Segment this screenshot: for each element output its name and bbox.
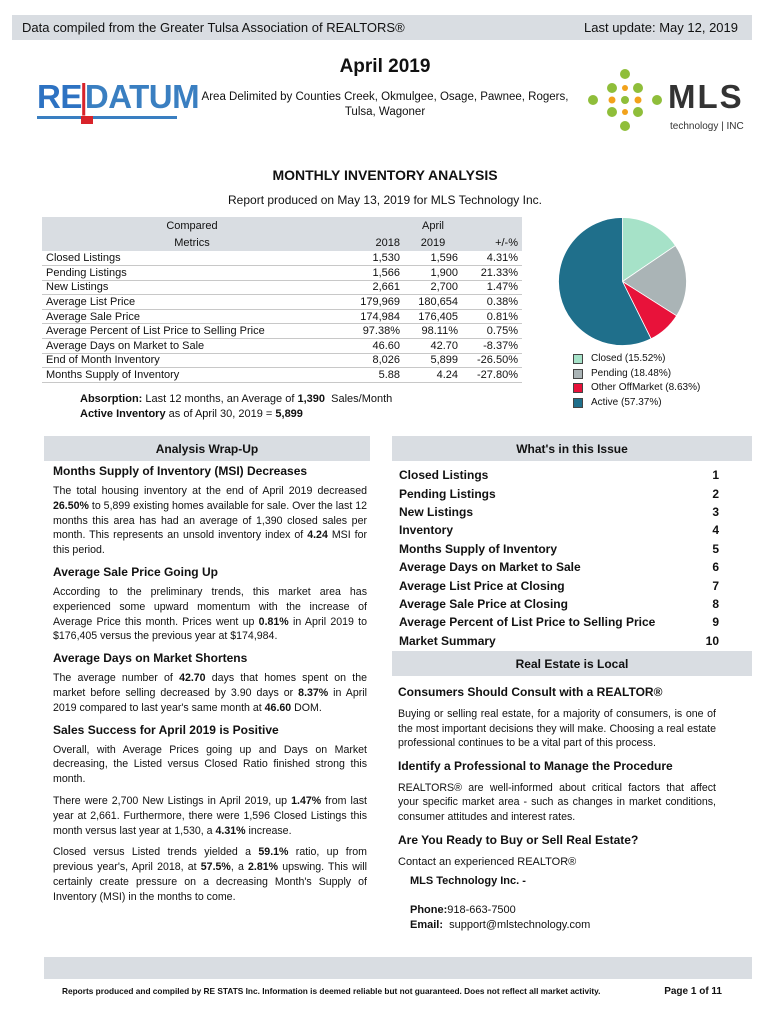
metric-cell: Average Sale Price	[42, 309, 342, 324]
metric-cell: End of Month Inventory	[42, 353, 342, 368]
legend-label: Pending (18.48%)	[591, 367, 672, 379]
identify-paragraph: REALTORS® are well-informed about critical factors that affect your specific market area - such as changes in market conditions, consumer attitudes and interest rates.	[398, 781, 716, 823]
dom-heading: Average Days on Market Shortens	[53, 651, 248, 666]
change-cell: 0.81%	[462, 309, 522, 324]
issue-item[interactable]	[399, 503, 719, 521]
value-2018-cell: 8,026	[342, 353, 404, 368]
issue-item-label: Pending Listings	[399, 486, 496, 501]
company-name: MLS Technology Inc. -	[410, 874, 526, 887]
issue-item-label: Months Supply of Inventory	[399, 541, 557, 556]
table-row	[42, 251, 522, 266]
msi-heading: Months Supply of Inventory (MSI) Decreases	[53, 464, 308, 478]
inventory-pie-chart	[555, 214, 690, 349]
value-2018-cell: 174,984	[342, 309, 404, 324]
issue-item[interactable]	[399, 595, 719, 613]
april-header: April	[404, 217, 462, 234]
value-2018-cell: 1,530	[342, 251, 404, 266]
change-cell: -26.50%	[462, 353, 522, 368]
value-2019-cell: 98.11%	[404, 324, 462, 339]
sales-paragraph-2: There were 2,700 New Listings in April 2019, up 1.47% from last year at 2,661. Furthermore, there were 1,596 Closed Listings this month versus last year at 1,530, a 4.31% increase.	[53, 794, 367, 837]
value-2019-cell: 4.24	[404, 368, 462, 383]
issue-item-label: New Listings	[399, 504, 474, 519]
real-estate-local-column	[398, 685, 716, 933]
issue-item-page: 2	[712, 486, 719, 501]
identify-heading: Identify a Professional to Manage the Procedure	[398, 758, 673, 773]
legend-label: Closed (15.52%)	[591, 353, 666, 364]
inventory-analysis-title: MONTHLY INVENTORY ANALYSIS	[272, 167, 498, 183]
change-cell: 0.38%	[462, 295, 522, 310]
metric-cell: New Listings	[42, 280, 342, 295]
change-header: +/-%	[462, 234, 522, 251]
metric-cell: Closed Listings	[42, 251, 342, 266]
value-2018-cell: 5.88	[342, 368, 404, 383]
value-2019-cell: 1,596	[404, 251, 462, 266]
table-subheader-row	[42, 234, 522, 251]
dom-paragraph: The average number of 42.70 days that homes spent on the market before selling decreased by 3.90 days or 8.37% in April 2019 compared to last year's same month at 46.60 DOM.	[53, 672, 367, 714]
table-row	[42, 295, 522, 310]
issue-item-page: 5	[712, 541, 719, 556]
analysis-wrapup-header: Analysis Wrap-Up	[44, 436, 370, 461]
value-2019-cell: 176,405	[404, 309, 462, 324]
table-row	[42, 266, 522, 281]
metric-cell: Months Supply of Inventory	[42, 368, 342, 383]
value-2019-cell: 42.70	[404, 339, 462, 354]
legend-swatch	[573, 354, 583, 364]
issue-contents-list	[399, 466, 719, 650]
real-estate-local-header: Real Estate is Local	[392, 651, 752, 676]
top-info-bar	[12, 15, 752, 40]
footer-disclaimer: Reports produced and compiled by RE STATS Inc. Information is deemed reliable but not guaranteed. Does not reflect all market activity.	[62, 986, 601, 996]
legend-swatch	[573, 398, 583, 408]
issue-header: What's in this Issue	[392, 436, 752, 461]
legend-item	[573, 381, 700, 396]
table-row	[42, 324, 522, 339]
change-cell: -27.80%	[462, 368, 522, 383]
table-header-row	[42, 217, 522, 234]
change-cell: 21.33%	[462, 266, 522, 281]
table-row	[42, 353, 522, 368]
area-description: Area Delimited by Counties Creek, Okmulgee, Osage, Pawnee, Rogers, Tulsa, Wagoner	[201, 91, 569, 118]
mls-logo-subtext: technology | INC	[670, 121, 744, 132]
table-row	[42, 280, 522, 295]
issue-item-page: 3	[712, 504, 719, 519]
issue-item-page: 4	[712, 523, 719, 538]
change-cell: 4.31%	[462, 251, 522, 266]
sales-paragraph-3: Closed versus Listed trends yielded a 59.1% ratio, up from previous year's, April 2018, at 57.5%, a 2.81% upswing. This will certainly create pressure on a decreasing Month's Supply of Inventory (MSI) in the months to come.	[53, 846, 367, 903]
change-cell: 0.75%	[462, 324, 522, 339]
issue-item-page: 10	[705, 633, 719, 648]
metric-cell: Pending Listings	[42, 266, 342, 281]
sales-heading: Sales Success for April 2019 is Positive	[53, 722, 279, 737]
issue-item[interactable]	[399, 613, 719, 631]
issue-item[interactable]	[399, 576, 719, 594]
issue-item[interactable]	[399, 466, 719, 484]
issue-item-page: 1	[712, 468, 719, 483]
issue-item-page: 6	[712, 560, 719, 575]
page-number: Page 1 of 11	[664, 986, 722, 997]
value-2019-cell: 2,700	[404, 280, 462, 295]
metric-cell: Average Days on Market to Sale	[42, 339, 342, 354]
issue-item[interactable]	[399, 632, 719, 650]
change-cell: 1.47%	[462, 280, 522, 295]
issue-item-label: Average List Price at Closing	[399, 578, 565, 593]
value-2018-cell: 2,661	[342, 280, 404, 295]
issue-item-label: Average Percent of List Price to Selling Price	[399, 615, 656, 630]
phone-number[interactable]: 918-663-7500	[447, 903, 516, 916]
value-2018-cell: 179,969	[342, 295, 404, 310]
change-cell: -8.37%	[462, 339, 522, 354]
msi-paragraph: The total housing inventory at the end of April 2019 decreased 26.50% to 5,899 existing homes available for sale. Over the last 12 months this area has had an average of 1,390 closed sales per month. This represents an unsold inventory index of 4.24 MSI for this period.	[53, 485, 367, 557]
issue-item-label: Closed Listings	[399, 468, 489, 483]
asp-paragraph: According to the preliminary trends, this market area has experienced some upward momentum with the increase of Average Price this month. Prices went up 0.81% in April 2019 to $176,405 versus the previous year at $174,984.	[53, 585, 367, 643]
issue-item-label: Market Summary	[399, 633, 496, 648]
issue-item-page: 8	[712, 596, 719, 611]
email-link[interactable]: support@mlstechnology.com	[449, 918, 591, 931]
value-2018-cell: 97.38%	[342, 324, 404, 339]
sales-paragraph-1: Overall, with Average Prices going up and Days on Market decreasing, the Listed versus Closed Ratio finished strong this month.	[53, 743, 367, 786]
issue-item-page: 7	[712, 578, 719, 593]
year-2018-header: 2018	[342, 234, 404, 251]
issue-item[interactable]	[399, 558, 719, 576]
issue-item[interactable]	[399, 521, 719, 539]
issue-item[interactable]	[399, 484, 719, 502]
metric-cell: Average List Price	[42, 295, 342, 310]
legend-swatch	[573, 369, 583, 379]
table-row	[42, 368, 522, 383]
compared-header: Compared	[42, 217, 342, 234]
data-source-text: Data compiled from the Greater Tulsa Association of REALTORS®	[22, 20, 405, 35]
issue-item-label: Inventory	[399, 523, 454, 538]
redatum-logo-baseline	[37, 116, 177, 124]
legend-item	[573, 352, 700, 367]
value-2019-cell: 180,654	[404, 295, 462, 310]
contact-intro: Contact an experienced REALTOR®	[398, 855, 577, 868]
legend-label: Active (57.37%)	[591, 396, 662, 408]
inventory-metrics-table	[42, 217, 522, 383]
issue-item-label: Average Days on Market to Sale	[399, 560, 581, 575]
ready-heading: Are You Ready to Buy or Sell Real Estate?	[398, 832, 639, 847]
asp-heading: Average Sale Price Going Up	[53, 564, 218, 579]
report-month-title: April 2019	[339, 56, 431, 77]
value-2019-cell: 1,900	[404, 266, 462, 281]
value-2018-cell: 1,566	[342, 266, 404, 281]
mls-logo-text: MLS	[668, 78, 744, 115]
year-2019-header: 2019	[404, 234, 462, 251]
page-footer	[62, 986, 722, 997]
pie-legend	[573, 352, 700, 410]
issue-item-label: Average Sale Price at Closing	[399, 596, 568, 611]
absorption-summary: Absorption: Last 12 months, an Average of 1,390 Sales/Month Active Inventory as of April 30, 2019 = 5,899	[80, 393, 393, 420]
metrics-header: Metrics	[42, 234, 342, 251]
legend-item	[573, 367, 700, 382]
contact-block: Contact an experienced REALTOR® MLS Technology Inc. - Phone:918-663-7500 Email: support@mlstechnology.com	[398, 855, 716, 933]
value-2019-cell: 5,899	[404, 353, 462, 368]
metric-cell: Average Percent of List Price to Selling Price	[42, 324, 342, 339]
legend-label: Other OffMarket (8.63%)	[591, 382, 701, 393]
table-row	[42, 339, 522, 354]
report-produced-line: Report produced on May 13, 2019 for MLS Technology Inc.	[228, 193, 542, 207]
analysis-column	[44, 464, 370, 912]
consult-paragraph: Buying or selling real estate, for a majority of consumers, is one of the most important decisions they will make. Choosing a real estate professional continues to be a vital part of this process.	[398, 708, 716, 750]
value-2018-cell: 46.60	[342, 339, 404, 354]
table-row	[42, 309, 522, 324]
bottom-bar	[44, 957, 752, 979]
legend-item	[573, 396, 700, 411]
issue-item[interactable]	[399, 540, 719, 558]
legend-swatch	[573, 383, 583, 393]
last-update-text: Last update: May 12, 2019	[584, 20, 738, 35]
issue-item-page: 9	[712, 615, 719, 630]
consult-heading: Consumers Should Consult with a REALTOR®	[398, 685, 663, 699]
redatum-logo: RE|DATUM	[37, 80, 199, 124]
